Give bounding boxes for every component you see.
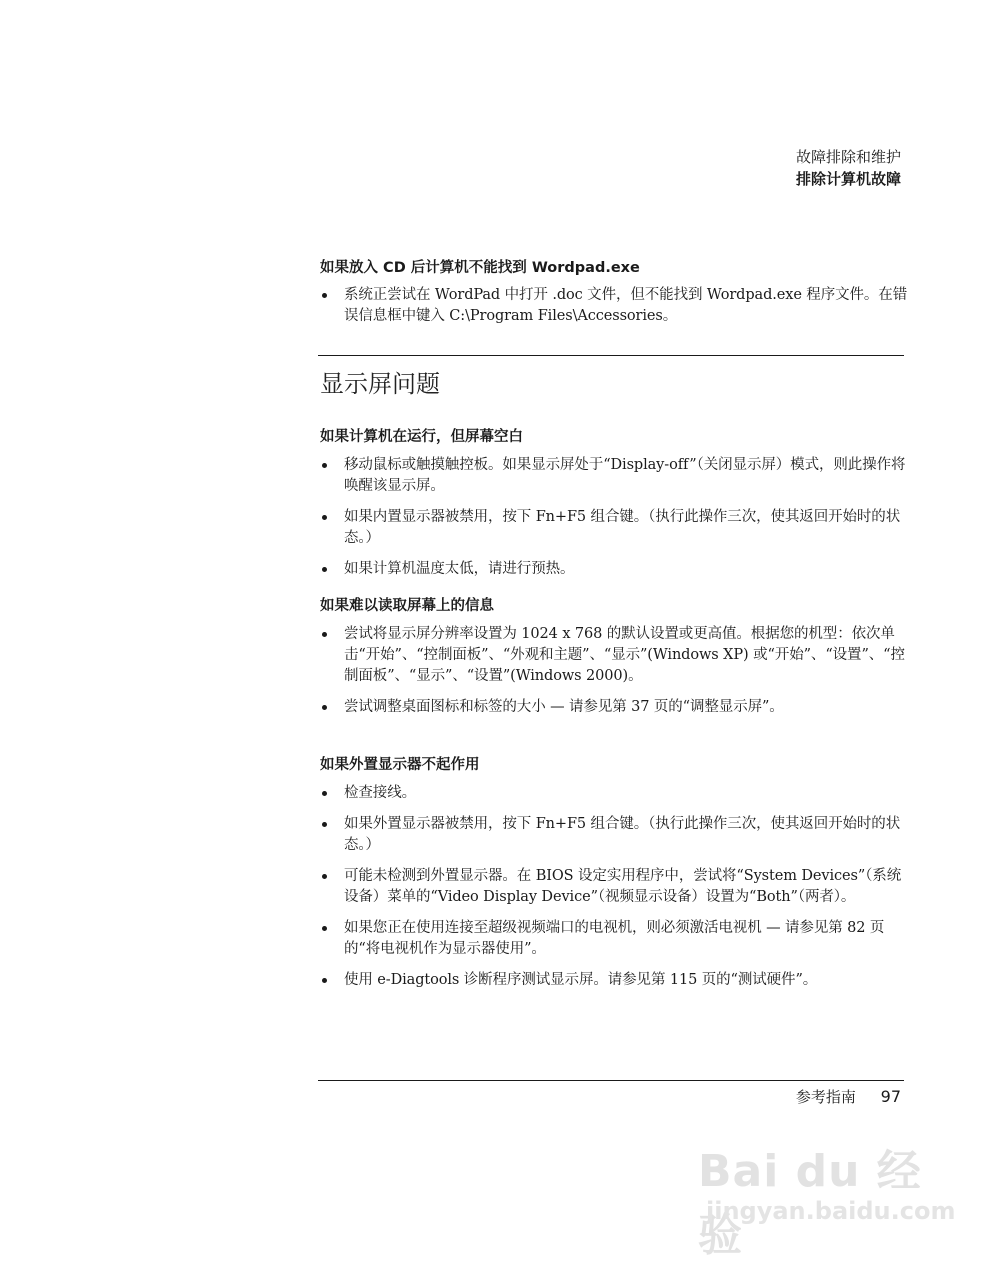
- list-item: 尝试调整桌面图标和标签的大小 — 请参见第 37 页的“调整显示屏”。: [320, 697, 908, 718]
- heading-external-monitor: 如果外置显示器不起作用: [320, 757, 480, 773]
- list-item: 移动鼠标或触摸触控板。如果显示屏处于“Display-off”（关闭显示屏）模式，则此操作将唤醒该显示屏。: [320, 455, 908, 497]
- running-header: [796, 146, 901, 190]
- bullet-icon: [322, 293, 327, 298]
- display-problems-title: 显示屏问题: [320, 370, 440, 398]
- bullet-icon: [322, 978, 327, 983]
- blank-screen-bullets: [320, 455, 908, 580]
- list-item: 可能未检测到外置显示器。在 BIOS 设定实用程序中，尝试将“System Devices”（系统设备）菜单的“Video Display Device”（视频显示设备）设置为“Both”（两者）。: [320, 866, 908, 908]
- list-item: 如果您正在使用连接至超级视频端口的电视机，则必须激活电视机 — 请参见第 82 页的“将电视机作为显示器使用”。: [320, 918, 908, 960]
- bullet-icon: [322, 567, 327, 572]
- baidu-watermark: [698, 1135, 956, 1261]
- bullet-icon: [322, 926, 327, 931]
- list-item: 系统正尝试在 WordPad 中打开 .doc 文件，但不能找到 Wordpad.exe 程序文件。在错误信息框中键入 C:\Program Files\Accessories。: [320, 285, 908, 327]
- list-item: 如果内置显示器被禁用，按下 Fn+F5 组合键。（执行此操作三次，使其返回开始时的状态。）: [320, 507, 908, 549]
- hard-to-read-bullets: [320, 624, 908, 718]
- wordpad-bullets: [320, 285, 908, 327]
- list-item: 如果计算机温度太低，请进行预热。: [320, 559, 908, 580]
- watermark-brand: Bai du 经验: [698, 1146, 922, 1261]
- bullet-icon: [322, 705, 327, 710]
- footer-reference: 参考指南: [795, 1088, 856, 1106]
- list-item: 如果外置显示器被禁用，按下 Fn+F5 组合键。（执行此操作三次，使其返回开始时的状态。）: [320, 814, 908, 856]
- heading-wordpad: 如果放入 CD 后计算机不能找到 Wordpad.exe: [320, 260, 640, 276]
- list-item: 检查接线。: [320, 783, 908, 804]
- page-number: 97: [880, 1087, 901, 1106]
- heading-hard-to-read: 如果难以读取屏幕上的信息: [320, 598, 494, 614]
- bullet-icon: [322, 632, 327, 637]
- footer-divider: [318, 1080, 904, 1081]
- page-footer: [796, 1086, 901, 1107]
- heading-blank-screen: 如果计算机在运行，但屏幕空白: [320, 429, 523, 445]
- chapter-title: 故障排除和维护: [795, 148, 901, 166]
- list-item: 使用 e-Diagtools 诊断程序测试显示屏。请参见第 115 页的“测试硬件”。: [320, 970, 908, 991]
- list-item: 尝试将显示屏分辨率设置为 1024 x 768 的默认设置或更高值。根据您的机型：依次单击“开始”、“控制面板”、“外观和主题”、“显示”(Windows XP) 或“开始”、“设置”、“控制面板”、“显示”、“设置”(Windows 2000)。: [320, 624, 908, 687]
- section-divider: [318, 355, 904, 356]
- external-monitor-bullets: [320, 783, 908, 991]
- bullet-icon: [322, 463, 327, 468]
- bullet-icon: [322, 874, 327, 879]
- section-title: 排除计算机故障: [795, 170, 901, 188]
- bullet-icon: [322, 515, 327, 520]
- bullet-icon: [322, 791, 327, 796]
- bullet-icon: [322, 822, 327, 827]
- watermark-url: jingyan.baidu.com: [706, 1197, 956, 1225]
